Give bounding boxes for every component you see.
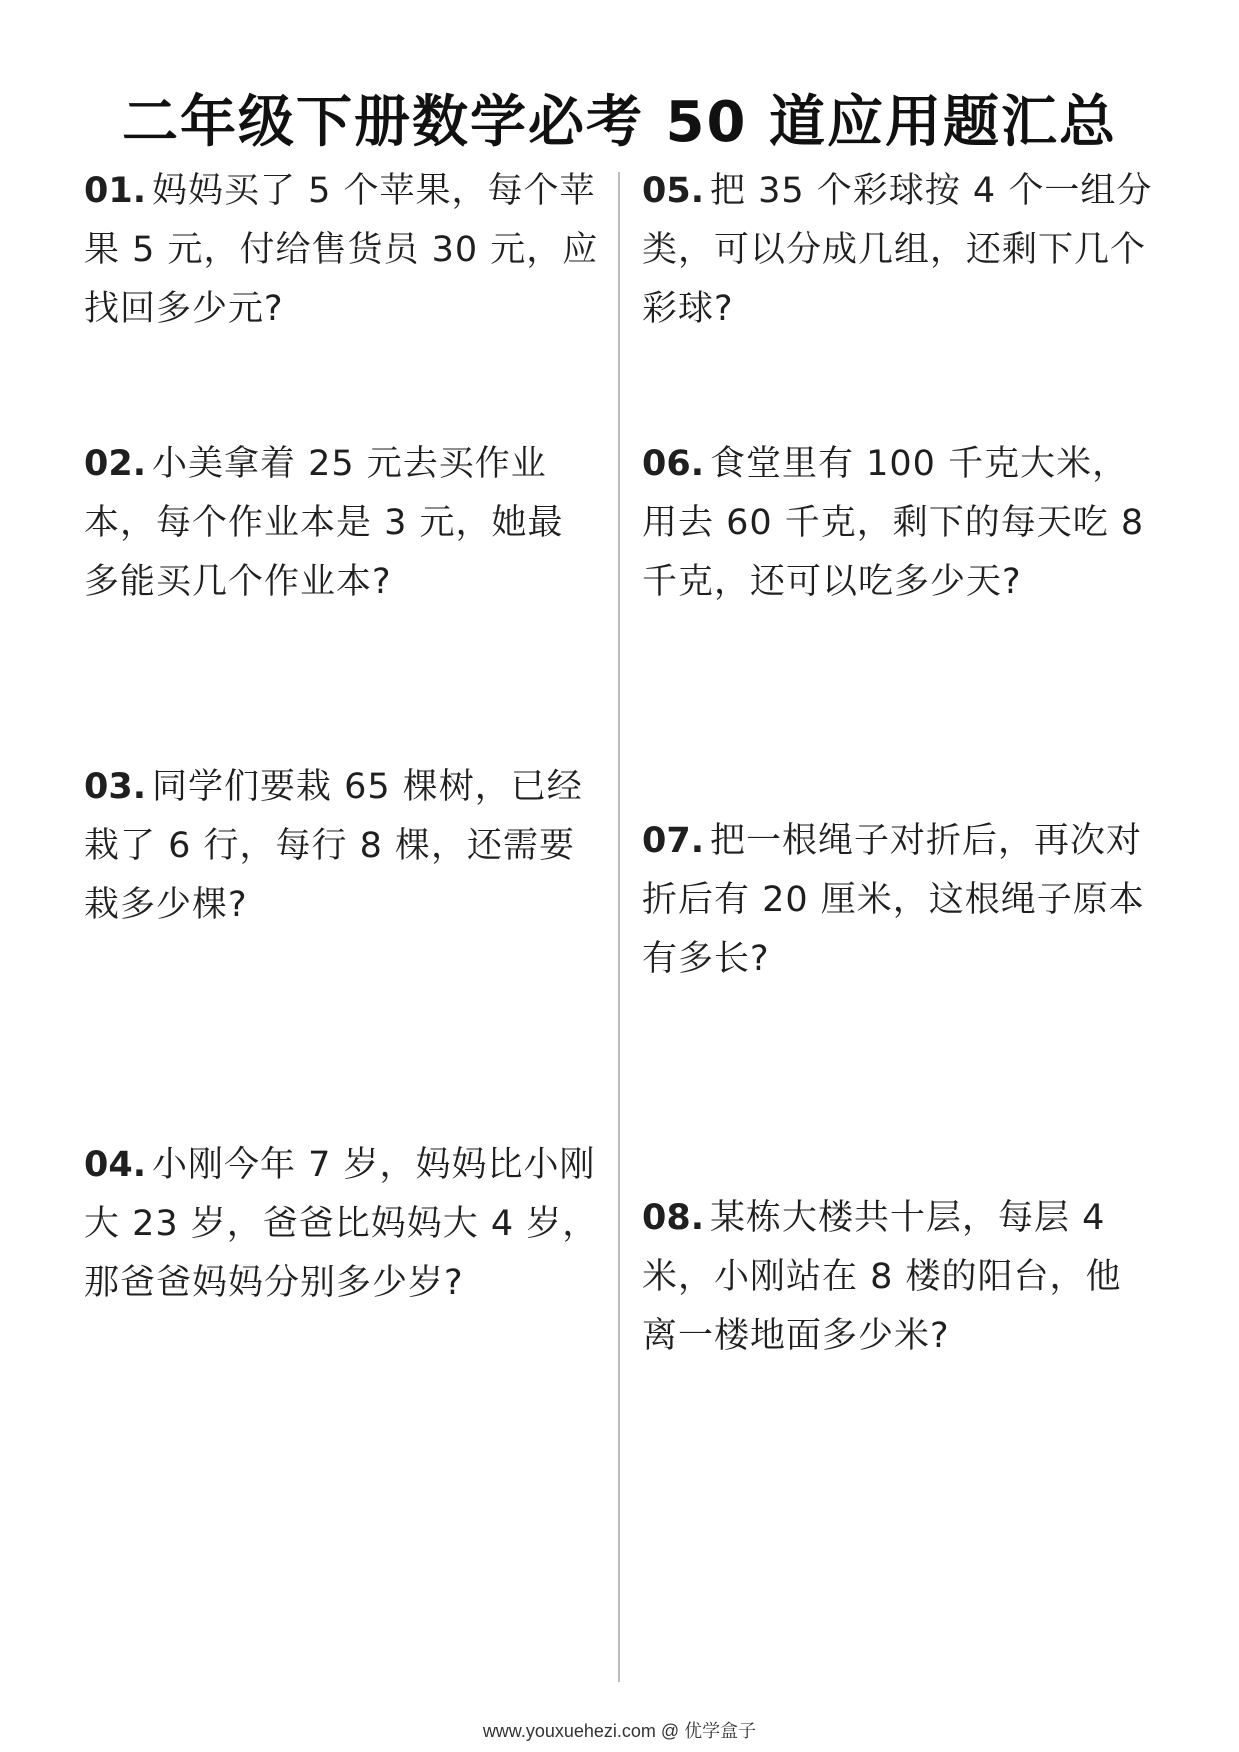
footer-source: www.youxuehezi.com @ 优学盒子 [482,1721,757,1741]
column-divider [618,172,620,1682]
problem-text: 同学们要栽 65 棵树，已经栽了 6 行，每行 8 棵，还需要栽多少棵? [84,767,583,925]
problem-02 [84,435,599,612]
problem-number: 08. [642,1198,705,1238]
problem-08 [642,1189,1157,1366]
problem-text: 小美拿着 25 元去买作业本，每个作业本是 3 元，她最多能买几个作业本? [84,444,564,602]
problem-07 [642,812,1157,989]
problem-text: 某栋大楼共十层，每层 4 米，小刚站在 8 楼的阳台，他离一楼地面多少米? [642,1198,1122,1356]
problem-text: 把 35 个彩球按 4 个一组分类，可以分成几组，还剩下几个彩球? [642,171,1153,329]
problem-06 [642,435,1157,612]
problem-text: 妈妈买了 5 个苹果，每个苹果 5 元，付给售货员 30 元，应找回多少元? [84,171,599,329]
problem-number: 03. [84,767,147,807]
problem-text: 小刚今年 7 岁，妈妈比小刚大 23 岁，爸爸比妈妈大 4 岁，那爸爸妈妈分别多少岁? [84,1145,599,1303]
problem-05 [642,162,1157,339]
problem-number: 06. [642,444,705,484]
problem-number: 05. [642,171,705,211]
problem-number: 02. [84,444,147,484]
problem-04 [84,1136,599,1313]
problem-number: 01. [84,171,147,211]
problem-text: 食堂里有 100 千克大米，用去 60 千克，剩下的每天吃 8 千克，还可以吃多少天? [642,444,1145,602]
problem-01 [84,162,599,339]
problem-03 [84,758,599,935]
problem-text: 把一根绳子对折后，再次对折后有 20 厘米，这根绳子原本有多长? [642,821,1145,979]
problem-number: 04. [84,1145,147,1185]
page-title: 二年级下册数学必考 50 道应用题汇总 [122,90,1117,155]
problem-number: 07. [642,821,705,861]
